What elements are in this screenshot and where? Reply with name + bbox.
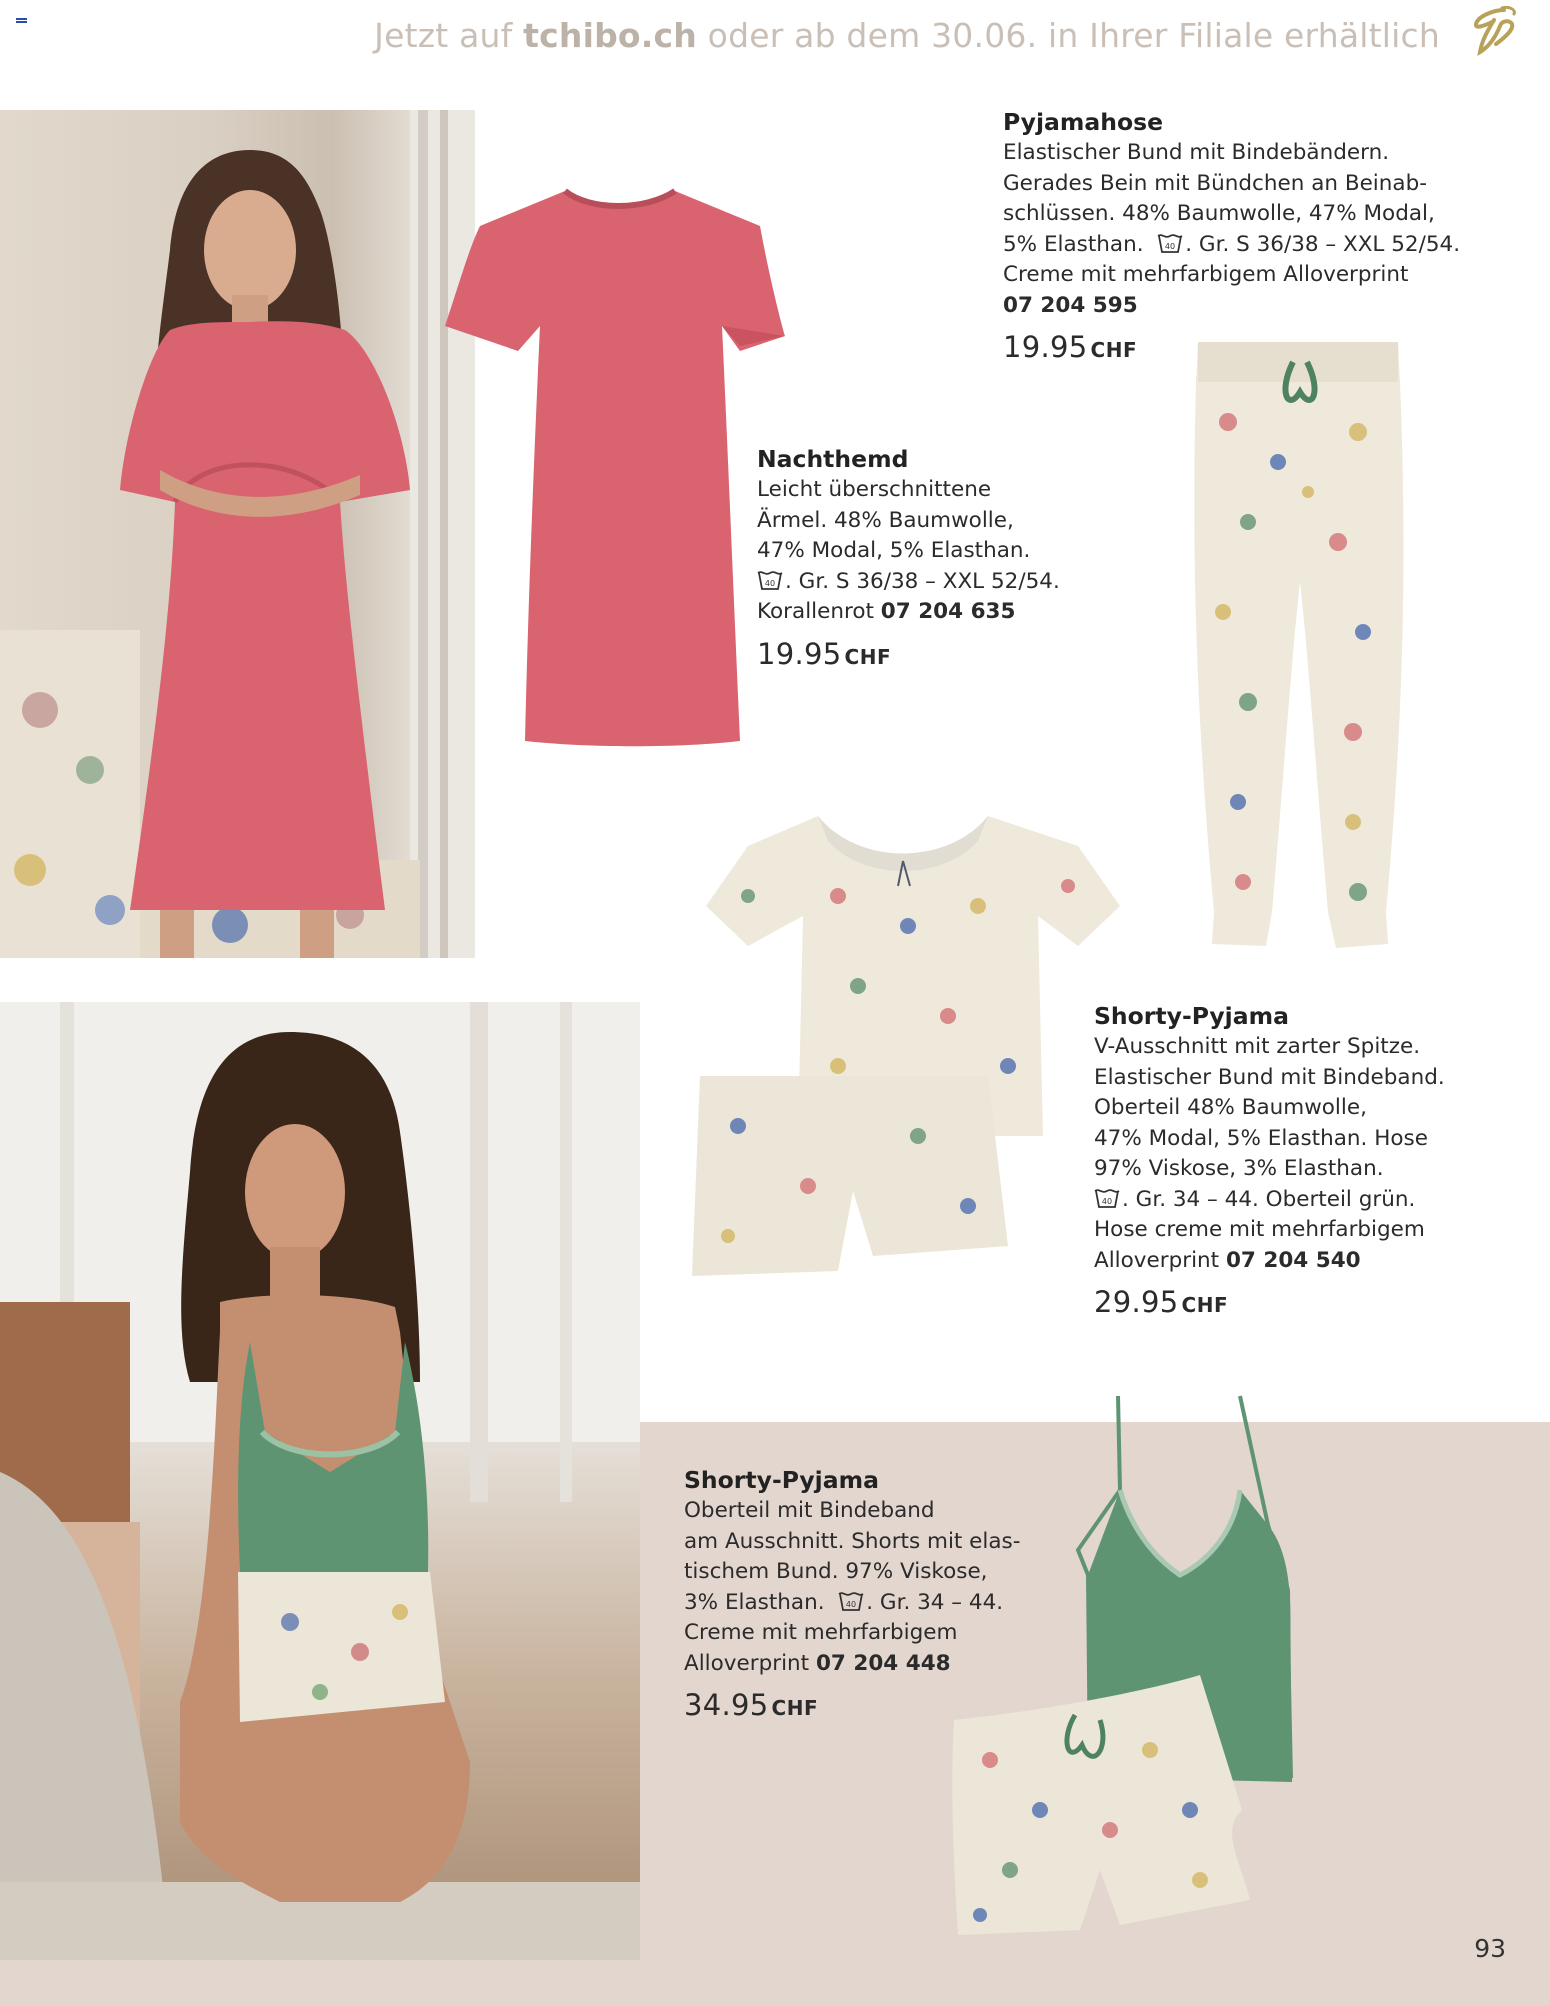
wash-40-icon: [757, 569, 783, 591]
product-desc-line: 3% Elasthan. 40 . Gr. 34 – 44.: [684, 1589, 1004, 1615]
product-info-shorty-pyjama-green: [684, 1464, 1021, 1728]
product-desc-line: Oberteil mit Bindeband: [684, 1498, 935, 1523]
svg-text:40: 40: [846, 1599, 857, 1609]
svg-text:40: 40: [1101, 1196, 1113, 1206]
svg-text:40: 40: [764, 578, 776, 588]
product-desc-line: Korallenrot 07 204 635: [757, 599, 1016, 624]
page-number: 93: [1474, 1934, 1506, 1963]
product-desc-line: Alloverprint 07 204 448: [684, 1650, 951, 1676]
product-desc-line: Creme mit mehrfarbigem Alloverprint: [1003, 262, 1409, 287]
product-image-shorty-pyjama-floral[interactable]: [688, 806, 1123, 1286]
product-desc-line: 40 . Gr. S 36/38 – XXL 52/54.: [757, 567, 1060, 598]
product-price: 19.95 CHF: [1003, 330, 1138, 364]
product-image-pyjamahose[interactable]: [1188, 332, 1408, 950]
product-desc-line: schlüssen. 48% Baumwolle, 47% Modal,: [1003, 201, 1435, 226]
product-desc-line: tischem Bund. 97% Viskose,: [684, 1559, 988, 1584]
product-sku: 07 204 540: [1225, 1247, 1361, 1273]
product-desc-line: Hose creme mit mehrfarbigem: [1094, 1217, 1425, 1242]
product-price: 29.95 CHF: [1094, 1285, 1229, 1319]
product-desc-line: Elastischer Bund mit Bindeband.: [1094, 1064, 1445, 1090]
product-desc-line: Elastischer Bund mit Bindebändern.: [1003, 140, 1390, 165]
svg-text:40: 40: [1165, 241, 1176, 251]
menu-icon[interactable]: [16, 18, 27, 26]
product-desc-line: Oberteil 48% Baumwolle,: [1094, 1095, 1367, 1120]
tchibo-logo-icon: [1466, 4, 1520, 58]
product-image-nachthemd[interactable]: [440, 186, 790, 746]
product-sku: 07 204 595: [1003, 292, 1138, 318]
product-desc-line: 5% Elasthan. 40 . Gr. S 36/38 – XXL 52/54.: [1003, 231, 1461, 257]
wash-40-icon: [1157, 232, 1183, 254]
wash-40-icon: [838, 1590, 864, 1612]
product-desc-line: Ärmel. 48% Baumwolle,: [757, 507, 1014, 533]
availability-banner: [374, 14, 1440, 58]
product-desc-line: Gerades Bein mit Bündchen an Beinab-: [1003, 170, 1427, 196]
product-desc-line: V-Ausschnitt mit zarter Spitze.: [1094, 1034, 1421, 1059]
wash-40-icon: [1094, 1187, 1120, 1209]
product-desc-line: 97% Viskose, 3% Elasthan.: [1094, 1156, 1384, 1181]
product-sku: 07 204 448: [815, 1650, 951, 1676]
model-photo-nachthemd: [0, 110, 475, 958]
product-sku: 07 204 635: [880, 599, 1016, 624]
product-desc-line: 47% Modal, 5% Elasthan.: [757, 538, 1031, 563]
product-info-pyjamahose: [1003, 106, 1460, 370]
banner-text-before: Jetzt auf: [374, 16, 524, 55]
product-info-nachthemd: [757, 443, 1060, 677]
product-price: 34.95 CHF: [684, 1688, 819, 1722]
product-desc-line: 40 . Gr. 34 – 44. Oberteil grün.: [1094, 1185, 1445, 1216]
banner-text-after: oder ab dem 30.06. in Ihrer Filiale erhältlich: [696, 16, 1440, 55]
product-desc-line: Alloverprint 07 204 540: [1094, 1247, 1361, 1273]
product-title: Nachthemd: [757, 445, 909, 473]
product-desc-line: 47% Modal, 5% Elasthan. Hose: [1094, 1125, 1428, 1151]
product-desc-line: Leicht überschnittene: [757, 477, 992, 502]
footer-background-strip: [0, 1960, 640, 2006]
model-photo-shorty-pyjama: [0, 1002, 640, 1960]
product-title: Shorty-Pyjama: [684, 1466, 879, 1494]
product-title: Shorty-Pyjama: [1094, 1002, 1289, 1030]
banner-domain-link[interactable]: tchibo.ch: [523, 16, 697, 55]
product-desc-line: am Ausschnitt. Shorts mit elas-: [684, 1528, 1021, 1554]
product-price: 19.95 CHF: [757, 636, 892, 671]
product-title: Pyjamahose: [1003, 108, 1164, 136]
product-desc-line: Creme mit mehrfarbigem: [684, 1620, 958, 1645]
product-info-shorty-pyjama-floral: [1094, 1000, 1445, 1325]
